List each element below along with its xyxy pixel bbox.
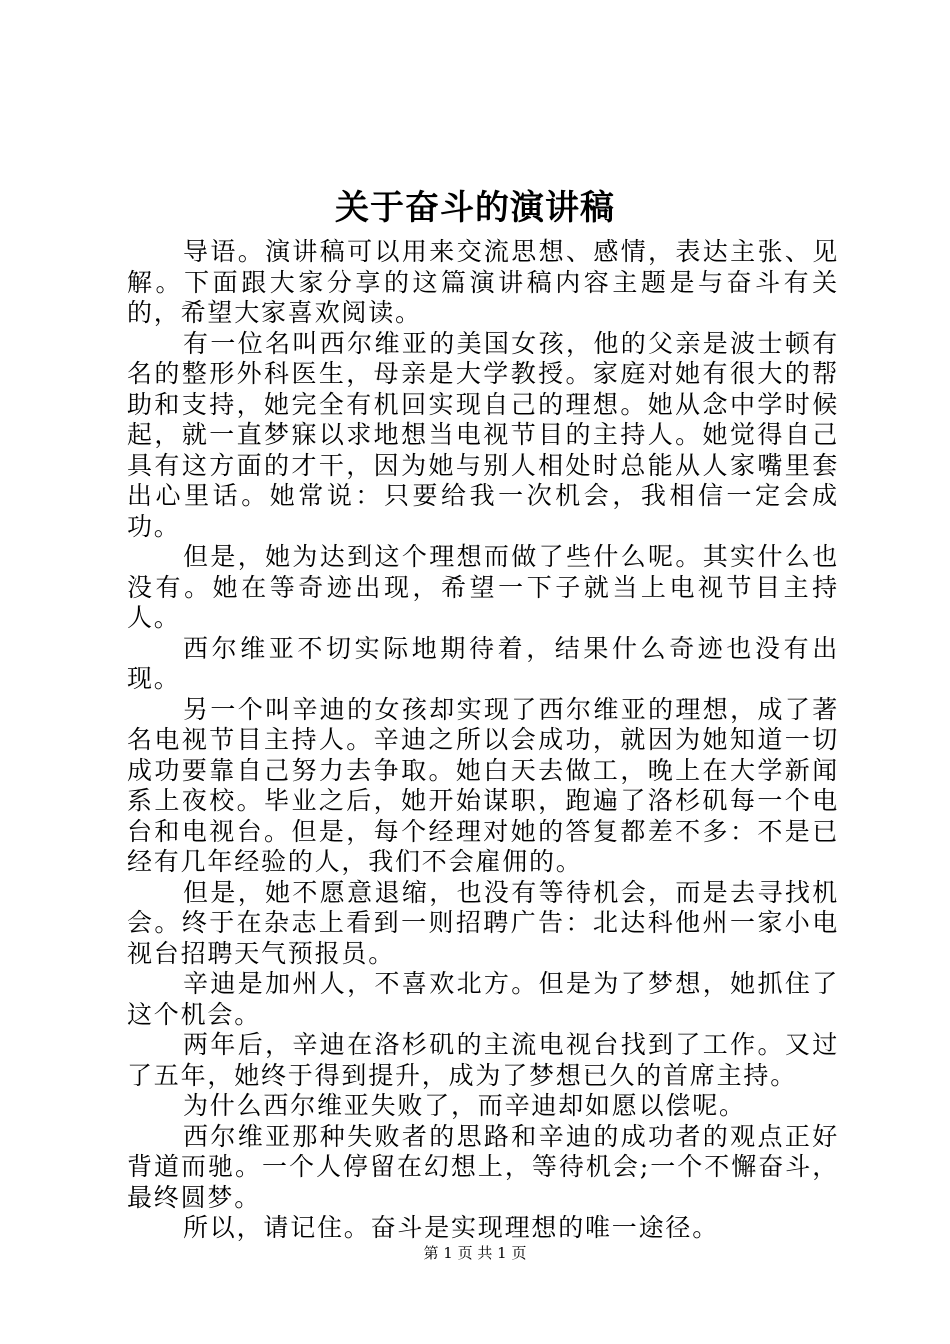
paragraph-intro: 导语。演讲稿可以用来交流思想、感情，表达主张、见解。下面跟大家分享的这篇演讲稿内容主题是与奋斗有关的，希望大家喜欢阅读。: [127, 237, 839, 327]
page-number-footer: 第 1 页 共 1 页: [423, 1244, 527, 1262]
paragraph-conclusion: 所以，请记住。奋斗是实现理想的唯一途径。: [183, 1213, 720, 1242]
paragraph: 但是，她不愿意退缩，也没有等待机会，而是去寻找机会。终于在杂志上看到一则招聘广告：北达科他州一家小电视台招聘天气预报员。: [127, 877, 839, 968]
paragraph: 另一个叫辛迪的女孩却实现了西尔维亚的理想，成了著名电视节目主持人。辛迪之所以会成功，就因为她知道一切成功要靠自己努力去争取。她白天去做工，晚上在大学新闻系上夜校。毕业之后，她开始谋职，跑遍了洛杉矶每一个电台和电视台。但是，每个经理对她的答复都差不多：不是已经有几年经验的人，我们不会雇佣的。: [127, 694, 839, 876]
paragraph: 两年后，辛迪在洛杉矶的主流电视台找到了工作。又过了五年，她终于得到提升，成为了梦想已久的首席主持。: [127, 1030, 839, 1090]
paragraph: 有一位名叫西尔维亚的美国女孩，他的父亲是波士顿有名的整形外科医生，母亲是大学教授。家庭对她有很大的帮助和支持，她完全有机回实现自己的理想。她从念中学时候起，就一直梦寐以求地想当电视节目的主持人。她觉得自己具有这方面的才干，因为她与别人相处时总能从人家嘴里套出心里话。她常说：只要给我一次机会，我相信一定会成功。: [127, 328, 839, 541]
paragraph: 西尔维亚不切实际地期待着，结果什么奇迹也没有出现。: [127, 633, 839, 693]
paragraph: 为什么西尔维亚失败了，而辛迪却如愿以偿呢。: [183, 1091, 746, 1120]
document-body: [127, 237, 839, 1244]
document-title: 关于奋斗的演讲稿: [335, 188, 615, 228]
paragraph: 西尔维亚那种失败者的思路和辛迪的成功者的观点正好背道而驰。一个人停留在幻想上，等待机会;一个不懈奋斗，最终圆梦。: [127, 1121, 839, 1212]
paragraph: 辛迪是加州人，不喜欢北方。但是为了梦想，她抓住了这个机会。: [127, 969, 839, 1029]
paragraph: 但是，她为达到这个理想而做了些什么呢。其实什么也没有。她在等奇迹出现，希望一下子就当上电视节目主持人。: [127, 542, 839, 632]
